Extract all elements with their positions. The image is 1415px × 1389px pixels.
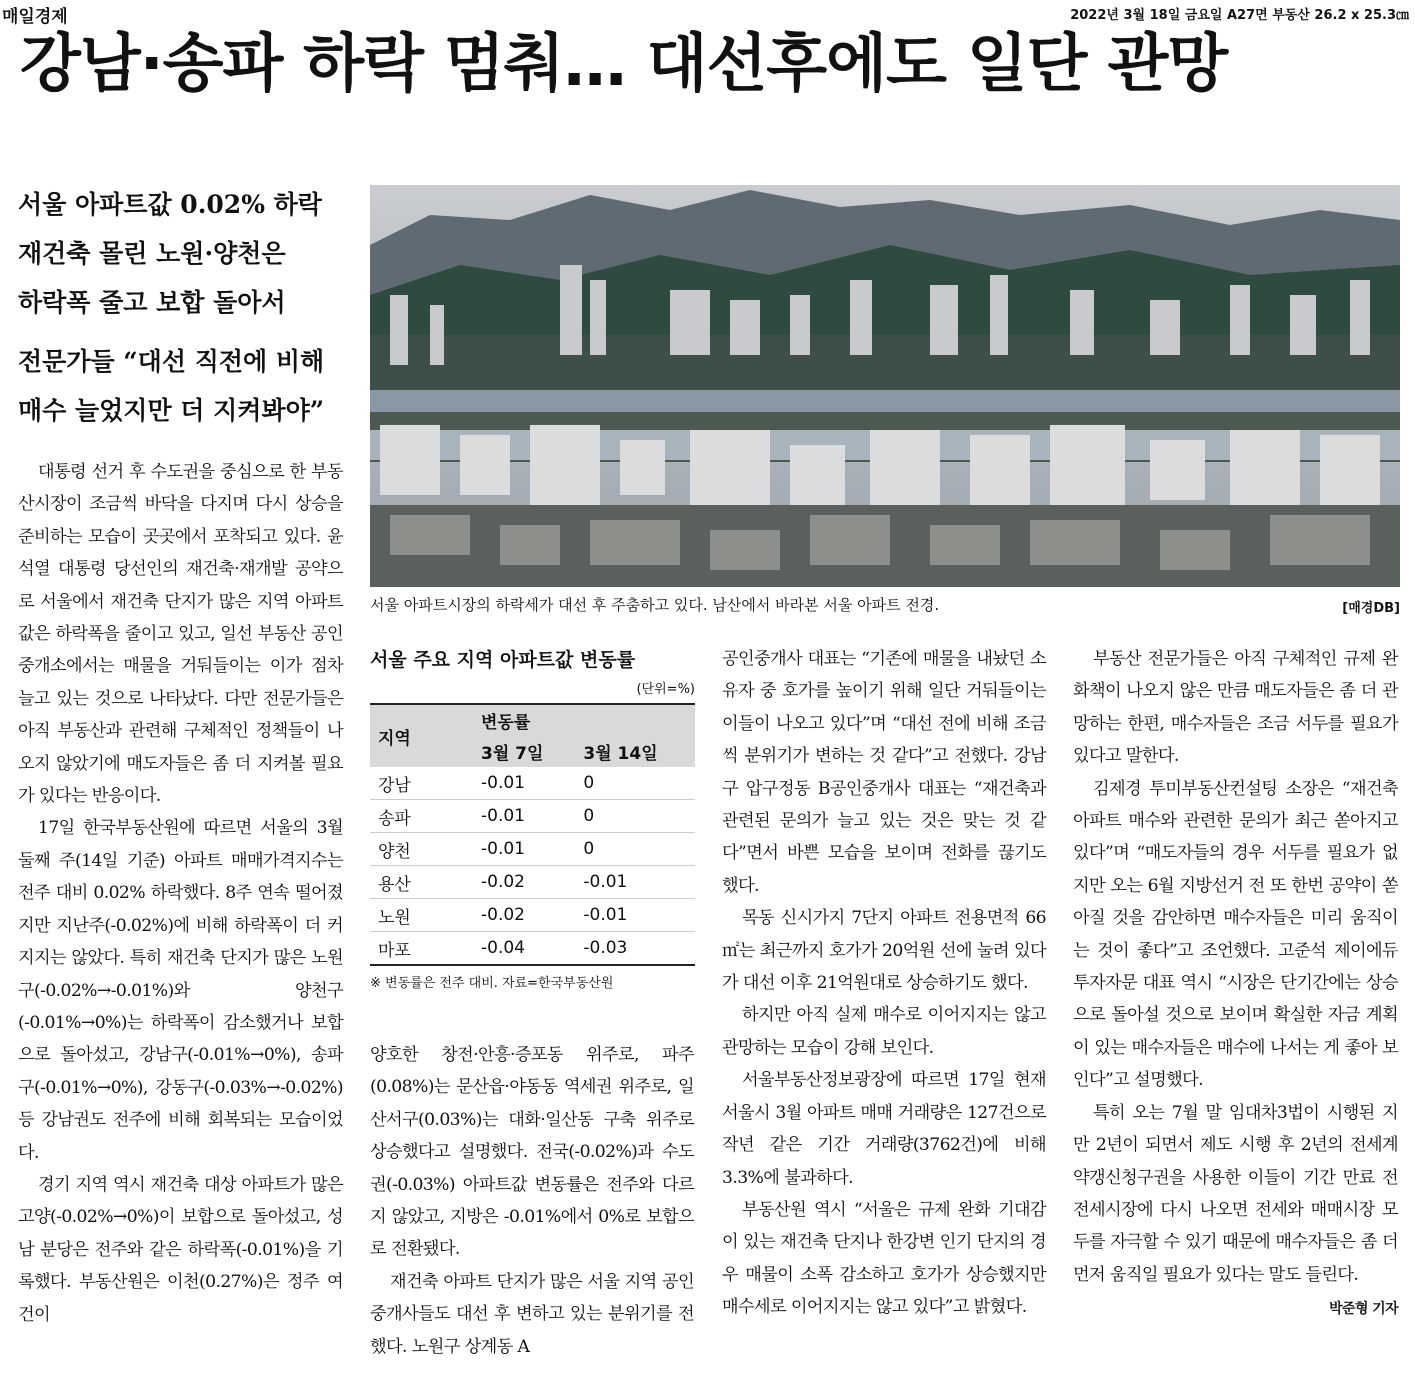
- paragraph: 17일 한국부동산원에 따르면 서울의 3월 둘째 주(14일 기준) 아파트 매매가격지수는 전주 대비 0.02% 하락했다. 8주 연속 떨어졌지만 지난주(-0.02%)에 비해 하락폭이 더 커지지는 않았다. 특히 재건축 단지가 많은 노원구(-0.02%→-0.01%)와 양천구(-0.01%→0%)는 하락폭이 감소했거나 보합으로 돌아섰고, 강남구(-0.01%→0%), 송파구(-0.01%→0%), 강동구(-0.03%→-0.02%) 등 강남권도 전주에 비해 회복되는 모습이었다.: [18, 818, 343, 1163]
- cell-mar7: -0.01: [473, 833, 575, 866]
- paragraph: 경기 지역 역시 재건축 대상 아파트가 많은 고양(-0.02%→0%)이 보합으로 돌아섰고, 성남 분당은 전주와 같은 하락폭(-0.01%)을 기록했다. 부동산원은 이천(0.27%)은 정주 여건이: [18, 1174, 343, 1325]
- cell-region: 송파: [370, 800, 473, 833]
- article-column-3: [722, 643, 1046, 1324]
- byline: 박준형 기자: [1329, 1301, 1398, 1318]
- dateline: 2022년 3월 18일 금요일 A27면 부동산 26.2 x 25.3㎝: [1070, 8, 1409, 23]
- paragraph: 특히 오는 7월 말 임대차3법이 시행된 지 만 2년이 되면서 제도 시행 후 2년의 전세계약갱신청구권을 사용한 이들이 기간 만료 전 전세시장에 다시 나오면 전세와 매매시장 모두를 자극할 수 있기 때문에 매수자들은 좀 더 먼저 움직일 필요가 있다는 말도 들린다.: [1073, 1102, 1398, 1285]
- table-row: [370, 833, 695, 866]
- subhead-5: 매수 늘었지만 더 지켜봐야”: [18, 396, 325, 425]
- table-row: [370, 800, 695, 833]
- cell-mar14: 0: [575, 767, 695, 800]
- paragraph: 부동산 전문가들은 아직 구체적인 규제 완화책이 나오지 않은 만큼 매도자들은 좀 더 관망하는 한편, 매수자들은 조금 서두를 필요가 있다고 말한다.: [1073, 649, 1398, 767]
- photo-caption: 서울 아파트시장의 하락세가 대선 후 주춤하고 있다. 남산에서 바라본 서울 아파트 전경.: [370, 596, 940, 614]
- cell-mar14: -0.01: [575, 866, 695, 899]
- table-row: [370, 899, 695, 932]
- paragraph: 공인중개사 대표는 “기존에 매물을 내놨던 소유자 중 호가를 높이기 위해 일단 거둬들이는 이들이 나오고 있다”며 “대선 전에 비해 조금씩 분위기가 변하는 것 같다”고 전했다. 강남구 압구정동 B공인중개사 대표는 “재건축과 관련된 문의가 늘고 있는 것은 맞는 것 같다”면서 바쁜 모습을 보이며 전화를 끊기도 했다.: [722, 649, 1046, 896]
- paragraph: 재건축 아파트 단지가 많은 서울 지역 공인중개사들도 대선 후 변하고 있는 분위기를 전했다. 노원구 상계동 A: [370, 1271, 694, 1357]
- photo-credit: [매경DB]: [1342, 601, 1400, 616]
- paragraph: 목동 신시가지 7단지 아파트 전용면적 66㎡는 최근까지 호가가 20억원 선에 눌려 있다가 대선 이후 21억원대로 상승하기도 했다.: [722, 908, 1046, 994]
- cell-mar7: -0.04: [473, 932, 575, 966]
- cell-region: 용산: [370, 866, 473, 899]
- cell-mar7: -0.01: [473, 800, 575, 833]
- paragraph: 김제경 투미부동산컨설팅 소장은 “재건축 아파트 매수와 관련한 문의가 최근 쏟아지고 있다”며 “매도자들의 경우 서두를 필요가 없지만 오는 6월 지방선거 전 또 한번 공약이 쏟아질 것을 감안하면 매수자들은 미리 움직이는 것이 좋다”고 조언했다. 고준석 제이에듀투자자문 대표 역시 “시장은 단기간에는 상승으로 돌아설 것으로 보이며 확실한 자금 계획이 있는 매수자들은 매수에 나서는 게 좋아 보인다”고 설명했다.: [1073, 778, 1398, 1091]
- cell-mar7: -0.01: [473, 767, 575, 800]
- subhead-3: 하락폭 줄고 보합 돌아서: [18, 288, 286, 317]
- newspaper-brand: 매일경제: [2, 7, 68, 27]
- article-column-2: [370, 1039, 694, 1363]
- cell-mar7: -0.02: [473, 866, 575, 899]
- cityscape-photo: [370, 185, 1400, 587]
- cell-mar14: -0.03: [575, 932, 695, 966]
- cell-region: 강남: [370, 767, 473, 800]
- price-change-table-box: [370, 645, 695, 991]
- cell-region: 마포: [370, 932, 473, 966]
- cell-mar14: 0: [575, 800, 695, 833]
- paragraph: 서울부동산정보광장에 따르면 17일 현재 서울시 3월 아파트 매매 거래량은 127건으로 작년 같은 기간 거래량(3762건)에 비해 3.3%에 불과하다.: [722, 1070, 1046, 1188]
- subhead-1: 서울 아파트값 0.02% 하락: [18, 190, 322, 219]
- paragraph: 하지만 아직 실제 매수로 이어지지는 않고 관망하는 모습이 강해 보인다.: [722, 1005, 1046, 1058]
- cell-mar14: -0.01: [575, 899, 695, 932]
- table-row: [370, 866, 695, 899]
- header-mar7: 3월 7일: [473, 736, 575, 767]
- table-title: 서울 주요 지역 아파트값 변동률: [370, 649, 636, 671]
- paragraph: 부동산원 역시 “서울은 규제 완화 기대감이 있는 재건축 단지나 한강변 인기 단지의 경우 매물이 소폭 감소하고 호가가 상승했지만 매수세로 이어지지는 않고 있다”고 밝혔다.: [722, 1199, 1046, 1318]
- headline: 강남·송파 하락 멈춰… 대선후에도 일단 관망: [20, 27, 1228, 100]
- subhead-4: 전문가들 “대선 직전에 비해: [18, 347, 325, 376]
- paragraph: 양호한 창전·안흥·증포동 위주로, 파주(0.08%)는 문산읍·야동동 역세권 위주로, 일산서구(0.03%)는 대화·일산동 구축 위주로 상승했다고 설명했다. 전국(-0.02%)과 수도권(-0.03%) 아파트값 변동률은 전주와 다르지 않았고, 지방은 -0.01%에서 0%로 보합으로 전환됐다.: [370, 1045, 694, 1260]
- table-unit: (단위=%): [636, 682, 695, 697]
- table-row: [370, 767, 695, 800]
- subheads: [18, 180, 348, 435]
- cell-region: 노원: [370, 899, 473, 932]
- header-change: 변동률: [473, 704, 695, 736]
- cell-region: 양천: [370, 833, 473, 866]
- table-row: [370, 932, 695, 966]
- header-region: 지역: [370, 704, 473, 767]
- table-note: ※ 변동률은 전주 대비. 자료=한국부동산원: [370, 976, 614, 991]
- price-change-table: [370, 703, 695, 966]
- cell-mar14: 0: [575, 833, 695, 866]
- cell-mar7: -0.02: [473, 899, 575, 932]
- seoul-skyline-image: [370, 185, 1400, 587]
- subhead-2: 재건축 몰린 노원·양천은: [18, 239, 286, 268]
- article-column-1: [18, 456, 343, 1331]
- paragraph: 대통령 선거 후 수도권을 중심으로 한 부동산시장이 조금씩 바닥을 다지며 다시 상승을 준비하는 모습이 곳곳에서 포착되고 있다. 윤석열 대통령 당선인의 재건축·재개발 공약으로 서울에서 재건축 단지가 많은 지역 아파트값은 하락폭을 줄이고 있고, 일선 부동산 공인중개소에서는 매물을 거둬들이는 이가 점차 늘고 있는 것으로 나타났다. 다만 전문가들은 아직 부동산과 관련해 구체적인 정책들이 나오지 않았기에 매도자들은 좀 더 지켜볼 필요가 있다는 반응이다.: [18, 462, 343, 807]
- header-mar14: 3월 14일: [575, 736, 695, 767]
- article-column-4: [1073, 643, 1398, 1326]
